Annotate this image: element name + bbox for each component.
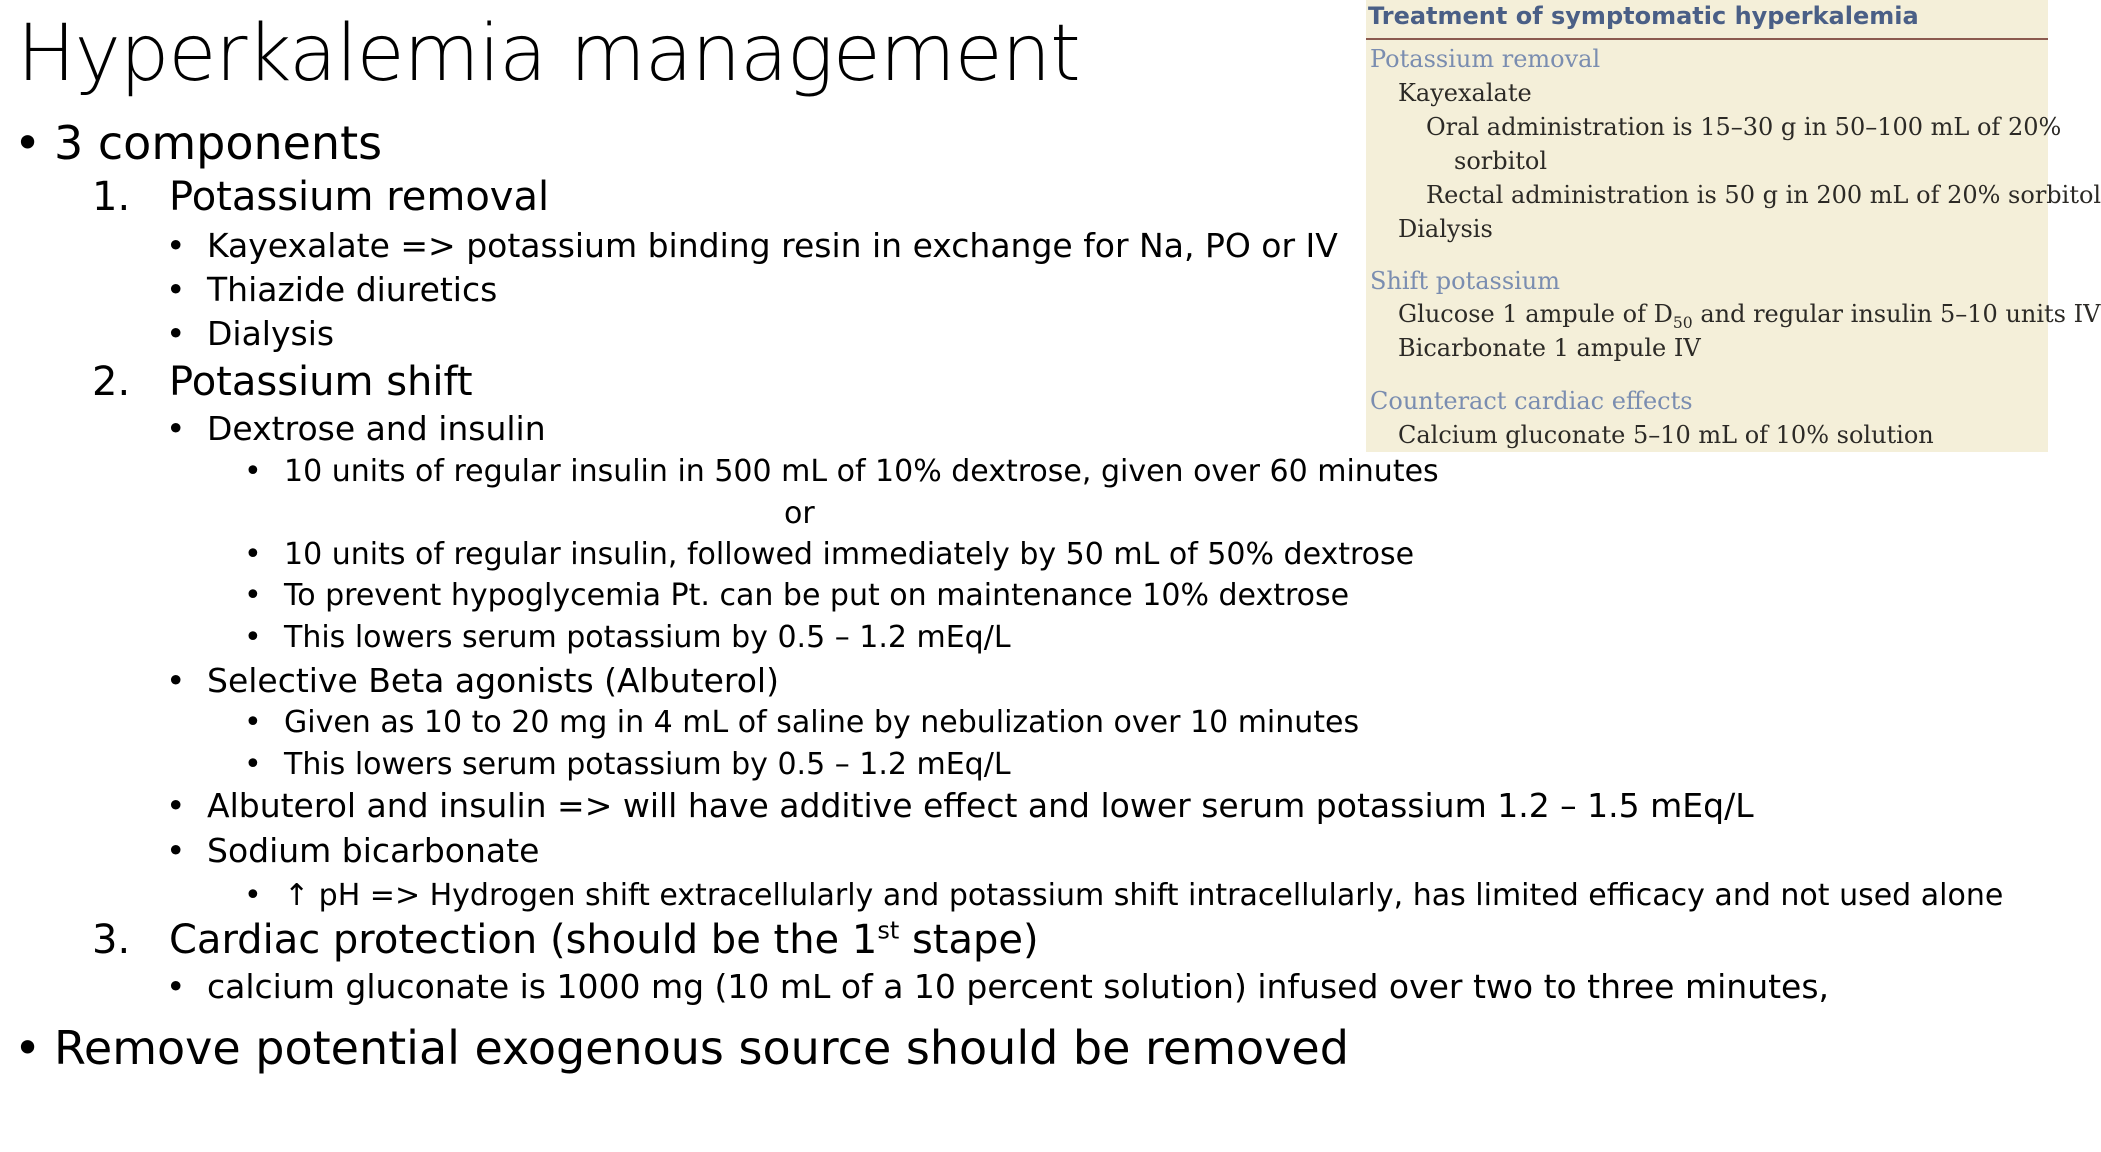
row-glucose: Glucose 1 ampule of $D_{50}$ and regular insulin 5–10 units IV [1398, 300, 2101, 332]
bullet-icon: • [244, 620, 262, 655]
bullet-icon: • [166, 786, 186, 825]
title-divider [1366, 38, 2048, 40]
item-thiazide: Thiazide diuretics [207, 270, 498, 309]
bullet-icon: • [14, 116, 42, 170]
row-calcium-gluconate: Calcium gluconate 5–10 mL of 10% solution [1398, 421, 1934, 449]
row-kayexalate: Kayexalate [1398, 79, 1532, 107]
row-rectal-administration: Rectal administration is 50 g in 200 mL of 20% sorbitol [1426, 181, 2101, 209]
bullet-icon: • [244, 578, 262, 613]
bullet-icon: • [166, 409, 186, 448]
list-number-3: 3. [92, 917, 131, 963]
subitem-ph-shift: ↑ pH => Hydrogen shift extracellularly and potassium shift intracellularly, has limited efficacy and not used alone [284, 878, 2004, 913]
row-oral-administration-cont: sorbitol [1454, 147, 1548, 175]
bullet-icon: • [244, 537, 262, 572]
subitem-prevent-hypoglycemia: To prevent hypoglycemia Pt. can be put on maintenance 10% dextrose [284, 578, 1350, 613]
item-sodium-bicarbonate: Sodium bicarbonate [207, 831, 540, 870]
row-oral-administration: Oral administration is 15–30 g in 50–100 mL of 20% [1426, 113, 2062, 141]
item-albuterol-insulin: Albuterol and insulin => will have additive effect and lower serum potassium 1.2 – 1.5 mEq/L [207, 786, 1754, 825]
subitem-insulin-infusion: 10 units of regular insulin in 500 mL of 10% dextrose, given over 60 minutes [284, 454, 1439, 489]
list-number-2: 2. [92, 359, 131, 405]
list-number-1: 1. [92, 174, 131, 220]
subitem-nebulization: Given as 10 to 20 mg in 4 mL of saline by nebulization over 10 minutes [284, 705, 1360, 740]
subitem-lowers-potassium: This lowers serum potassium by 0.5 – 1.2 mEq/L [284, 620, 1011, 655]
section-potassium-removal: Potassium removal [1370, 45, 1601, 73]
heading-cardiac-protection: Cardiac protection (should be the 1st stape) [169, 916, 1039, 963]
item-dextrose-insulin: Dextrose and insulin [207, 409, 546, 448]
item-dialysis: Dialysis [207, 314, 335, 353]
bullet-icon: • [166, 314, 186, 353]
or-separator: or [784, 496, 815, 531]
bullet-icon: • [166, 831, 186, 870]
row-dialysis: Dialysis [1398, 215, 1493, 243]
row-bicarbonate: Bicarbonate 1 ampule IV [1398, 334, 1701, 362]
bullet-three-components: 3 components [54, 116, 383, 170]
reference-table-image [1366, 0, 2101, 452]
section-counteract-cardiac: Counteract cardiac effects [1370, 387, 1693, 415]
subitem-lowers-potassium-2: This lowers serum potassium by 0.5 – 1.2 mEq/L [284, 747, 1011, 782]
bullet-icon: • [166, 661, 186, 700]
item-kayexalate: Kayexalate => potassium binding resin in exchange for Na, PO or IV [207, 226, 1338, 265]
bullet-icon: • [244, 454, 262, 489]
bullet-icon: • [244, 747, 262, 782]
bullet-icon: • [166, 270, 186, 309]
bullet-remove-exogenous: Remove potential exogenous source should be removed [54, 1021, 1349, 1075]
subitem-insulin-bolus: 10 units of regular insulin, followed immediately by 50 mL of 50% dextrose [284, 537, 1415, 572]
bullet-icon: • [166, 226, 186, 265]
bullet-icon: • [244, 878, 262, 913]
bullet-icon: • [14, 1021, 42, 1075]
bullet-icon: • [166, 967, 186, 1006]
heading-potassium-removal: Potassium removal [169, 174, 550, 220]
heading-potassium-shift: Potassium shift [169, 359, 473, 405]
reference-table-title: Treatment of symptomatic hyperkalemia [1368, 2, 1919, 30]
item-calcium-gluconate: calcium gluconate is 1000 mg (10 mL of a 10 percent solution) infused over two to three minutes, [207, 967, 1830, 1006]
bullet-icon: • [244, 705, 262, 740]
item-beta-agonists: Selective Beta agonists (Albuterol) [207, 661, 779, 700]
slide-title: Hyperkalemia management [17, 9, 1080, 99]
section-shift-potassium: Shift potassium [1370, 267, 1561, 295]
superscript-st: st [877, 916, 900, 945]
